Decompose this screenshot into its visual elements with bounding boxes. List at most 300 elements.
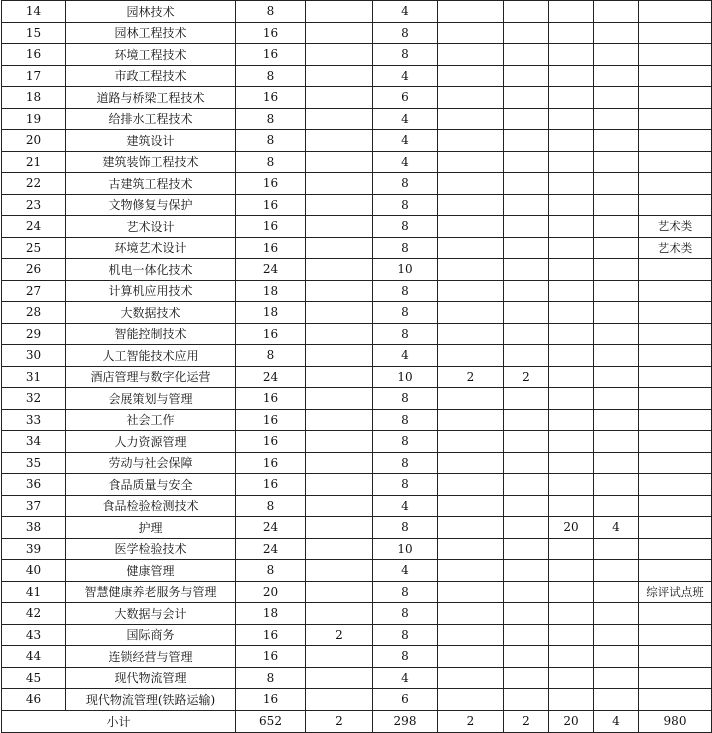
col-7-value — [504, 302, 549, 324]
col-3-value: 16 — [236, 237, 306, 259]
col-6-value — [438, 108, 504, 130]
remark: 艺术类 — [639, 237, 712, 259]
col-5-value: 8 — [373, 173, 438, 195]
major-name: 健康管理 — [66, 560, 236, 582]
col-7-value — [504, 581, 549, 603]
table-row — [2, 409, 712, 431]
col-4-value — [306, 130, 373, 152]
col-3-value: 16 — [236, 431, 306, 453]
col-6-value — [438, 538, 504, 560]
col-7-value — [504, 1, 549, 23]
col-5-value: 8 — [373, 280, 438, 302]
col-6-value — [438, 667, 504, 689]
remark — [639, 22, 712, 44]
major-name: 园林技术 — [66, 1, 236, 23]
row-number: 37 — [2, 495, 66, 517]
major-name: 建筑装饰工程技术 — [66, 151, 236, 173]
table-row — [2, 495, 712, 517]
col-7-value — [504, 345, 549, 367]
col-8-value — [549, 409, 594, 431]
col-7-value — [504, 259, 549, 281]
major-name: 给排水工程技术 — [66, 108, 236, 130]
table-row — [2, 517, 712, 539]
col-8-value — [549, 474, 594, 496]
col-5-value: 4 — [373, 130, 438, 152]
col-3-value: 8 — [236, 560, 306, 582]
row-number: 36 — [2, 474, 66, 496]
subtotal-label: 小计 — [2, 710, 236, 732]
remark — [639, 280, 712, 302]
col-5-value: 8 — [373, 431, 438, 453]
col-4-value — [306, 603, 373, 625]
remark — [639, 409, 712, 431]
col-7-value — [504, 452, 549, 474]
table-row — [2, 44, 712, 66]
col-3-value: 16 — [236, 323, 306, 345]
col-5-value: 8 — [373, 302, 438, 324]
col-5-value: 8 — [373, 22, 438, 44]
col-6-value — [438, 581, 504, 603]
col-4-value — [306, 495, 373, 517]
table-row — [2, 667, 712, 689]
row-number: 28 — [2, 302, 66, 324]
table-row — [2, 216, 712, 238]
subtotal-c7: 2 — [504, 710, 549, 732]
row-number: 43 — [2, 624, 66, 646]
col-4-value — [306, 194, 373, 216]
col-5-value: 8 — [373, 323, 438, 345]
remark — [639, 452, 712, 474]
col-7-value — [504, 65, 549, 87]
major-name: 智能控制技术 — [66, 323, 236, 345]
row-number: 40 — [2, 560, 66, 582]
col-7-value — [504, 323, 549, 345]
col-4-value — [306, 388, 373, 410]
col-6-value — [438, 689, 504, 711]
row-number: 26 — [2, 259, 66, 281]
remark — [639, 44, 712, 66]
col-6-value — [438, 237, 504, 259]
col-8-value — [549, 216, 594, 238]
table-row — [2, 538, 712, 560]
col-8-value — [549, 667, 594, 689]
col-8-value — [549, 603, 594, 625]
col-4-value — [306, 409, 373, 431]
col-9-value — [594, 130, 639, 152]
col-5-value: 8 — [373, 194, 438, 216]
col-4-value — [306, 22, 373, 44]
col-4-value — [306, 151, 373, 173]
col-3-value: 8 — [236, 65, 306, 87]
col-3-value: 16 — [236, 474, 306, 496]
remark: 综评试点班 — [639, 581, 712, 603]
table-row — [2, 280, 712, 302]
col-8-value — [549, 689, 594, 711]
col-7-value — [504, 431, 549, 453]
col-5-value: 8 — [373, 474, 438, 496]
col-8-value — [549, 87, 594, 109]
col-7-value — [504, 560, 549, 582]
col-6-value — [438, 259, 504, 281]
table-row — [2, 581, 712, 603]
col-9-value — [594, 538, 639, 560]
remark — [639, 151, 712, 173]
col-7-value — [504, 87, 549, 109]
col-4-value — [306, 345, 373, 367]
col-7-value — [504, 173, 549, 195]
col-4-value — [306, 560, 373, 582]
col-6-value — [438, 388, 504, 410]
col-8-value — [549, 194, 594, 216]
col-3-value: 18 — [236, 603, 306, 625]
remark — [639, 259, 712, 281]
col-5-value: 8 — [373, 237, 438, 259]
col-5-value: 8 — [373, 216, 438, 238]
col-3-value: 16 — [236, 173, 306, 195]
col-9-value — [594, 624, 639, 646]
col-9-value — [594, 44, 639, 66]
col-3-value: 8 — [236, 495, 306, 517]
col-3-value: 18 — [236, 302, 306, 324]
col-8-value — [549, 259, 594, 281]
col-5-value: 8 — [373, 624, 438, 646]
remark — [639, 689, 712, 711]
col-7-value — [504, 667, 549, 689]
col-8-value — [549, 560, 594, 582]
col-6-value — [438, 44, 504, 66]
col-3-value: 16 — [236, 409, 306, 431]
col-5-value: 10 — [373, 259, 438, 281]
col-9-value — [594, 581, 639, 603]
col-8-value — [549, 280, 594, 302]
major-name: 市政工程技术 — [66, 65, 236, 87]
table-row — [2, 646, 712, 668]
remark — [639, 173, 712, 195]
col-5-value: 6 — [373, 87, 438, 109]
row-number: 46 — [2, 689, 66, 711]
col-6-value — [438, 323, 504, 345]
major-name: 计算机应用技术 — [66, 280, 236, 302]
major-name: 医学检验技术 — [66, 538, 236, 560]
col-8-value — [549, 495, 594, 517]
remark — [639, 366, 712, 388]
subtotal-c6: 2 — [438, 710, 504, 732]
col-7-value — [504, 44, 549, 66]
major-name: 园林工程技术 — [66, 22, 236, 44]
row-number: 39 — [2, 538, 66, 560]
col-6-value — [438, 216, 504, 238]
col-9-value — [594, 151, 639, 173]
col-4-value — [306, 366, 373, 388]
row-number: 29 — [2, 323, 66, 345]
major-name: 食品质量与安全 — [66, 474, 236, 496]
col-3-value: 16 — [236, 87, 306, 109]
row-number: 25 — [2, 237, 66, 259]
major-name: 社会工作 — [66, 409, 236, 431]
major-name: 连锁经营与管理 — [66, 646, 236, 668]
major-name: 酒店管理与数字化运营 — [66, 366, 236, 388]
major-name: 人工智能技术应用 — [66, 345, 236, 367]
major-name: 食品检验检测技术 — [66, 495, 236, 517]
remark — [639, 345, 712, 367]
col-7-value — [504, 517, 549, 539]
col-4-value — [306, 474, 373, 496]
row-number: 42 — [2, 603, 66, 625]
major-name: 道路与桥梁工程技术 — [66, 87, 236, 109]
col-9-value — [594, 345, 639, 367]
subtotal-c8: 20 — [549, 710, 594, 732]
col-8-value — [549, 624, 594, 646]
col-9-value — [594, 216, 639, 238]
col-9-value — [594, 1, 639, 23]
table-row — [2, 1, 712, 23]
col-7-value — [504, 474, 549, 496]
major-name: 大数据与会计 — [66, 603, 236, 625]
col-9-value — [594, 323, 639, 345]
col-5-value: 6 — [373, 689, 438, 711]
col-9-value — [594, 495, 639, 517]
row-number: 31 — [2, 366, 66, 388]
col-6-value: 2 — [438, 366, 504, 388]
col-8-value — [549, 44, 594, 66]
col-4-value — [306, 259, 373, 281]
col-4-value — [306, 323, 373, 345]
major-name: 艺术设计 — [66, 216, 236, 238]
row-number: 45 — [2, 667, 66, 689]
col-8-value — [549, 452, 594, 474]
major-name: 机电一体化技术 — [66, 259, 236, 281]
col-5-value: 4 — [373, 1, 438, 23]
col-9-value — [594, 409, 639, 431]
col-9-value — [594, 280, 639, 302]
remark — [639, 431, 712, 453]
remark — [639, 603, 712, 625]
col-4-value — [306, 237, 373, 259]
row-number: 16 — [2, 44, 66, 66]
col-4-value — [306, 452, 373, 474]
col-6-value — [438, 603, 504, 625]
row-number: 20 — [2, 130, 66, 152]
col-4-value: 2 — [306, 624, 373, 646]
remark: 艺术类 — [639, 216, 712, 238]
col-8-value — [549, 345, 594, 367]
col-6-value — [438, 560, 504, 582]
col-9-value — [594, 452, 639, 474]
col-3-value: 16 — [236, 388, 306, 410]
col-4-value — [306, 689, 373, 711]
table-body — [2, 1, 712, 711]
col-8-value — [549, 1, 594, 23]
col-3-value: 16 — [236, 689, 306, 711]
table-row — [2, 22, 712, 44]
col-4-value — [306, 108, 373, 130]
col-3-value: 20 — [236, 581, 306, 603]
col-7-value — [504, 108, 549, 130]
col-8-value — [549, 108, 594, 130]
table-row — [2, 151, 712, 173]
col-5-value: 4 — [373, 65, 438, 87]
row-number: 22 — [2, 173, 66, 195]
row-number: 27 — [2, 280, 66, 302]
col-8-value — [549, 323, 594, 345]
row-number: 14 — [2, 1, 66, 23]
row-number: 41 — [2, 581, 66, 603]
row-number: 35 — [2, 452, 66, 474]
row-number: 15 — [2, 22, 66, 44]
col-5-value: 8 — [373, 581, 438, 603]
col-7-value — [504, 538, 549, 560]
col-4-value — [306, 1, 373, 23]
col-6-value — [438, 65, 504, 87]
col-7-value — [504, 689, 549, 711]
col-5-value: 4 — [373, 560, 438, 582]
col-8-value — [549, 646, 594, 668]
col-3-value: 8 — [236, 130, 306, 152]
col-3-value: 8 — [236, 345, 306, 367]
col-9-value — [594, 667, 639, 689]
row-number: 18 — [2, 87, 66, 109]
subtotal-c5: 298 — [373, 710, 438, 732]
row-number: 38 — [2, 517, 66, 539]
col-3-value: 24 — [236, 538, 306, 560]
table-row — [2, 237, 712, 259]
table-row — [2, 323, 712, 345]
major-name: 大数据技术 — [66, 302, 236, 324]
col-3-value: 16 — [236, 216, 306, 238]
col-6-value — [438, 194, 504, 216]
row-number: 32 — [2, 388, 66, 410]
table-row — [2, 108, 712, 130]
col-3-value: 24 — [236, 366, 306, 388]
col-5-value: 4 — [373, 495, 438, 517]
col-3-value: 24 — [236, 259, 306, 281]
col-6-value — [438, 173, 504, 195]
col-8-value — [549, 538, 594, 560]
remark — [639, 624, 712, 646]
table-row — [2, 259, 712, 281]
col-6-value — [438, 474, 504, 496]
subtotal-c3: 652 — [236, 710, 306, 732]
remark — [639, 495, 712, 517]
remark — [639, 517, 712, 539]
table-row — [2, 431, 712, 453]
col-5-value: 8 — [373, 517, 438, 539]
major-name: 现代物流管理 — [66, 667, 236, 689]
col-8-value — [549, 130, 594, 152]
col-8-value — [549, 366, 594, 388]
remark — [639, 108, 712, 130]
col-8-value — [549, 581, 594, 603]
col-6-value — [438, 1, 504, 23]
col-9-value — [594, 388, 639, 410]
remark — [639, 388, 712, 410]
remark — [639, 194, 712, 216]
col-7-value — [504, 280, 549, 302]
remark — [639, 302, 712, 324]
col-4-value — [306, 538, 373, 560]
col-4-value — [306, 87, 373, 109]
major-name: 护理 — [66, 517, 236, 539]
col-7-value — [504, 151, 549, 173]
col-6-value — [438, 431, 504, 453]
subtotal-c4: 2 — [306, 710, 373, 732]
col-6-value — [438, 452, 504, 474]
col-8-value: 20 — [549, 517, 594, 539]
col-7-value — [504, 495, 549, 517]
col-4-value — [306, 431, 373, 453]
major-name: 文物修复与保护 — [66, 194, 236, 216]
major-name: 人力资源管理 — [66, 431, 236, 453]
col-5-value: 8 — [373, 452, 438, 474]
remark — [639, 1, 712, 23]
col-6-value — [438, 280, 504, 302]
row-number: 17 — [2, 65, 66, 87]
col-6-value — [438, 87, 504, 109]
remark — [639, 646, 712, 668]
col-5-value: 8 — [373, 603, 438, 625]
col-6-value — [438, 130, 504, 152]
subtotal-row — [2, 710, 712, 732]
col-5-value: 4 — [373, 667, 438, 689]
col-7-value — [504, 194, 549, 216]
col-4-value — [306, 581, 373, 603]
col-7-value — [504, 603, 549, 625]
remark — [639, 560, 712, 582]
col-3-value: 16 — [236, 44, 306, 66]
table-row — [2, 452, 712, 474]
row-number: 33 — [2, 409, 66, 431]
major-name: 建筑设计 — [66, 130, 236, 152]
col-4-value — [306, 44, 373, 66]
enrollment-table — [1, 0, 712, 733]
subtotal-c10: 980 — [639, 710, 712, 732]
col-9-value: 4 — [594, 517, 639, 539]
col-5-value: 8 — [373, 409, 438, 431]
col-8-value — [549, 431, 594, 453]
table-row — [2, 603, 712, 625]
col-9-value — [594, 689, 639, 711]
col-9-value — [594, 560, 639, 582]
major-name: 古建筑工程技术 — [66, 173, 236, 195]
remark — [639, 323, 712, 345]
row-number: 34 — [2, 431, 66, 453]
col-3-value: 16 — [236, 22, 306, 44]
col-6-value — [438, 517, 504, 539]
table-row — [2, 65, 712, 87]
col-8-value — [549, 22, 594, 44]
major-name: 国际商务 — [66, 624, 236, 646]
col-9-value — [594, 366, 639, 388]
remark — [639, 474, 712, 496]
col-5-value: 8 — [373, 388, 438, 410]
col-9-value — [594, 474, 639, 496]
subtotal-c9: 4 — [594, 710, 639, 732]
col-3-value: 18 — [236, 280, 306, 302]
major-name: 会展策划与管理 — [66, 388, 236, 410]
col-7-value: 2 — [504, 366, 549, 388]
col-3-value: 16 — [236, 194, 306, 216]
col-6-value — [438, 151, 504, 173]
col-5-value: 10 — [373, 366, 438, 388]
col-7-value — [504, 130, 549, 152]
table-row — [2, 173, 712, 195]
col-9-value — [594, 108, 639, 130]
col-3-value: 16 — [236, 646, 306, 668]
table-row — [2, 366, 712, 388]
col-8-value — [549, 151, 594, 173]
col-3-value: 8 — [236, 1, 306, 23]
table-row — [2, 194, 712, 216]
